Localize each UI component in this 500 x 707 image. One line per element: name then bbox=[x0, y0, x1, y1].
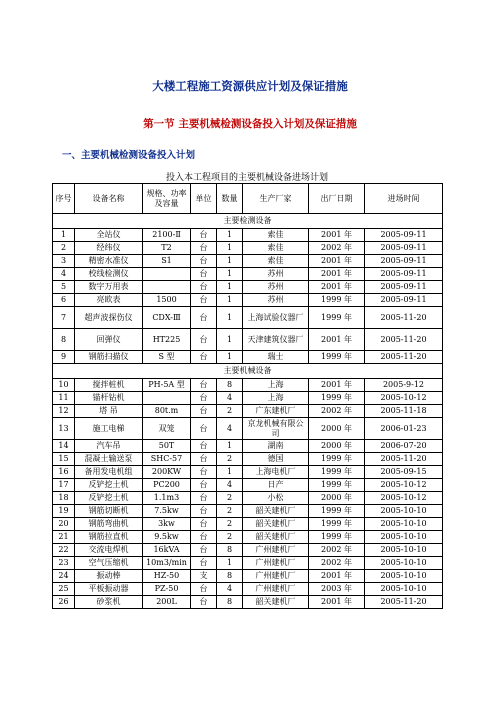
table-cell: 1999 年 bbox=[309, 453, 365, 466]
table-cell: 26 bbox=[53, 596, 75, 609]
header-cell: 单位 bbox=[191, 184, 217, 214]
table-cell: 2001 年 bbox=[309, 379, 365, 392]
table-cell: 1500 bbox=[143, 294, 191, 307]
table-row bbox=[53, 255, 443, 268]
table-cell: 台 bbox=[191, 379, 217, 392]
table-cell: 混凝土输送泵 bbox=[75, 453, 143, 466]
table-cell: 2005-09-11 bbox=[365, 281, 443, 294]
table-cell: 9.5kw bbox=[143, 531, 191, 544]
table-cell: 索佳 bbox=[243, 229, 309, 242]
table-cell bbox=[143, 392, 191, 405]
table-cell: 回弹仪 bbox=[75, 329, 143, 351]
table-cell: 索佳 bbox=[243, 255, 309, 268]
table-cell: 台 bbox=[191, 466, 217, 479]
table-cell: 上海试验仪器厂 bbox=[243, 307, 309, 329]
header-cell: 生产厂家 bbox=[243, 184, 309, 214]
table-cell: 22 bbox=[53, 544, 75, 557]
table-cell: 日产 bbox=[243, 479, 309, 492]
table-cell: 2100-Ⅱ bbox=[143, 229, 191, 242]
table-cell: 苏州 bbox=[243, 268, 309, 281]
table-cell: 2002 年 bbox=[309, 557, 365, 570]
table-cell: S 型 bbox=[143, 351, 191, 364]
table-cell: 2000 年 bbox=[309, 492, 365, 505]
table-cell: 广东建机厂 bbox=[243, 405, 309, 418]
table-cell: 台 bbox=[191, 294, 217, 307]
table-cell: 2005-10-12 bbox=[365, 492, 443, 505]
table-row bbox=[53, 329, 443, 351]
table-cell: 支 bbox=[191, 570, 217, 583]
table-cell: 空气压缩机 bbox=[75, 557, 143, 570]
table-cell: 台 bbox=[191, 268, 217, 281]
table-cell: 2 bbox=[217, 531, 243, 544]
table-cell: 1 bbox=[217, 242, 243, 255]
table-cell: HT225 bbox=[143, 329, 191, 351]
table-cell: 2001 年 bbox=[309, 596, 365, 609]
table-cell: 2 bbox=[217, 505, 243, 518]
table-cell: 反铲挖土机 bbox=[75, 492, 143, 505]
header-cell: 进场时间 bbox=[365, 184, 443, 214]
table-row bbox=[53, 570, 443, 583]
table-cell: 1999 年 bbox=[309, 466, 365, 479]
table-row bbox=[53, 281, 443, 294]
table-cell: 1 bbox=[217, 466, 243, 479]
table-cell: 台 bbox=[191, 557, 217, 570]
table-cell: 钢筋拉直机 bbox=[75, 531, 143, 544]
table-cell: 台 bbox=[191, 505, 217, 518]
table-cell: 台 bbox=[191, 229, 217, 242]
table-cell: 4 bbox=[217, 583, 243, 596]
table-cell: 19 bbox=[53, 505, 75, 518]
table-cell: 2003 年 bbox=[309, 583, 365, 596]
table-cell: 1999 年 bbox=[309, 294, 365, 307]
table-cell: 8 bbox=[217, 544, 243, 557]
table-cell: 2005-11-20 bbox=[365, 307, 443, 329]
table-cell: 11 bbox=[53, 392, 75, 405]
table-row bbox=[53, 453, 443, 466]
header-cell: 数量 bbox=[217, 184, 243, 214]
table-cell: 2005-09-11 bbox=[365, 294, 443, 307]
table-cell: 1999 年 bbox=[309, 479, 365, 492]
table-cell: 17 bbox=[53, 479, 75, 492]
table-row bbox=[53, 379, 443, 392]
table-cell: 汽车吊 bbox=[75, 440, 143, 453]
equipment-table bbox=[52, 183, 443, 609]
table-cell: 台 bbox=[191, 418, 217, 440]
table-cell: 1999 年 bbox=[309, 351, 365, 364]
table-cell: 1 bbox=[217, 557, 243, 570]
table-cell: 台 bbox=[191, 440, 217, 453]
table-cell: 5 bbox=[53, 281, 75, 294]
table-cell: 2005-10-10 bbox=[365, 557, 443, 570]
table-cell: 台 bbox=[191, 405, 217, 418]
header-cell: 出厂日期 bbox=[309, 184, 365, 214]
table-cell bbox=[143, 281, 191, 294]
table-cell: 台 bbox=[191, 242, 217, 255]
table-cell: 上海电机厂 bbox=[243, 466, 309, 479]
table-cell: 2 bbox=[217, 518, 243, 531]
table-row bbox=[53, 351, 443, 364]
table-cell: 200L bbox=[143, 596, 191, 609]
table-cell: 80t.m bbox=[143, 405, 191, 418]
table-row bbox=[53, 505, 443, 518]
table-cell: 台 bbox=[191, 583, 217, 596]
table-cell: 2006-07-20 bbox=[365, 440, 443, 453]
table-cell: 韶关建机厂 bbox=[243, 596, 309, 609]
table-cell: 2001 年 bbox=[309, 255, 365, 268]
table-cell: 1 bbox=[217, 329, 243, 351]
table-cell: 2 bbox=[217, 405, 243, 418]
document-title: 大楼工程施工资源供应计划及保证措施 bbox=[152, 79, 348, 93]
table-cell: 钢筋扫描仪 bbox=[75, 351, 143, 364]
table-cell: 1999 年 bbox=[309, 307, 365, 329]
table-cell: 14 bbox=[53, 440, 75, 453]
table-cell: 8 bbox=[217, 570, 243, 583]
table-cell: 台 bbox=[191, 281, 217, 294]
table-cell: 20 bbox=[53, 518, 75, 531]
table-row bbox=[53, 479, 443, 492]
table-cell: 广州建机厂 bbox=[243, 544, 309, 557]
table-cell: 1999 年 bbox=[309, 518, 365, 531]
table-row bbox=[53, 440, 443, 453]
table-cell: 12 bbox=[53, 405, 75, 418]
table-cell: 台 bbox=[191, 329, 217, 351]
table-cell: 2005-10-10 bbox=[365, 544, 443, 557]
table-cell: 10 bbox=[53, 379, 75, 392]
table-cell: 2005-9-12 bbox=[365, 379, 443, 392]
table-cell: 1 bbox=[217, 229, 243, 242]
table-cell: 2002 年 bbox=[309, 544, 365, 557]
category-label: 主要检测设备 bbox=[53, 214, 443, 229]
table-cell: 2005-09-11 bbox=[365, 255, 443, 268]
table-cell: 2005-09-11 bbox=[365, 229, 443, 242]
table-row bbox=[53, 544, 443, 557]
table-cell: 振动棒 bbox=[75, 570, 143, 583]
table-cell: 8 bbox=[53, 329, 75, 351]
table-cell: 双笼 bbox=[143, 418, 191, 440]
table-cell: 苏州 bbox=[243, 294, 309, 307]
table-cell: 天津建筑仪器厂 bbox=[243, 329, 309, 351]
table-cell: 台 bbox=[191, 518, 217, 531]
table-row bbox=[53, 557, 443, 570]
table-cell: 施工电梯 bbox=[75, 418, 143, 440]
table-cell: 台 bbox=[191, 596, 217, 609]
table-cell: 2002 年 bbox=[309, 242, 365, 255]
table-cell: 1999 年 bbox=[309, 505, 365, 518]
table-row bbox=[53, 492, 443, 505]
category-row bbox=[53, 364, 443, 379]
table-cell: 200KW bbox=[143, 466, 191, 479]
table-cell: 台 bbox=[191, 351, 217, 364]
table-cell: HZ-50 bbox=[143, 570, 191, 583]
table-cell: PZ-50 bbox=[143, 583, 191, 596]
table-cell: 索佳 bbox=[243, 242, 309, 255]
table-cell: 2002 年 bbox=[309, 405, 365, 418]
table-cell: 21 bbox=[53, 531, 75, 544]
table-cell: 韶关建机厂 bbox=[243, 531, 309, 544]
table-cell: 4 bbox=[217, 392, 243, 405]
table-cell: 京龙机械有限公司 bbox=[243, 418, 309, 440]
table-cell: 锚杆钻机 bbox=[75, 392, 143, 405]
table-cell: 广州建机厂 bbox=[243, 557, 309, 570]
table-cell: 23 bbox=[53, 557, 75, 570]
table-cell: 3 bbox=[53, 255, 75, 268]
table-cell: 1 bbox=[53, 229, 75, 242]
table-row bbox=[53, 405, 443, 418]
table-row bbox=[53, 418, 443, 440]
table-cell: 亮欧表 bbox=[75, 294, 143, 307]
table-cell: 台 bbox=[191, 531, 217, 544]
table-cell: 2005-09-11 bbox=[365, 242, 443, 255]
table-cell: 搅拌桩机 bbox=[75, 379, 143, 392]
table-cell: 广州建机厂 bbox=[243, 583, 309, 596]
table-cell: 台 bbox=[191, 492, 217, 505]
table-row bbox=[53, 531, 443, 544]
table-cell: 超声波探伤仪 bbox=[75, 307, 143, 329]
table-row bbox=[53, 596, 443, 609]
table-cell: 1999 年 bbox=[309, 531, 365, 544]
table-cell: 2005-09-15 bbox=[365, 466, 443, 479]
table-cell: 上海 bbox=[243, 392, 309, 405]
table-cell: 15 bbox=[53, 453, 75, 466]
table-cell: 台 bbox=[191, 392, 217, 405]
table-cell: 塔 吊 bbox=[75, 405, 143, 418]
table-cell: PH-5A 型 bbox=[143, 379, 191, 392]
table-cell: 4 bbox=[217, 479, 243, 492]
table-cell: T2 bbox=[143, 242, 191, 255]
table-cell: 上海 bbox=[243, 379, 309, 392]
table-cell: 2001 年 bbox=[309, 570, 365, 583]
table-row bbox=[53, 307, 443, 329]
table-cell: 砂浆机 bbox=[75, 596, 143, 609]
table-cell: 台 bbox=[191, 453, 217, 466]
table-row bbox=[53, 229, 443, 242]
table-cell: S1 bbox=[143, 255, 191, 268]
category-label: 主要机械设备 bbox=[53, 364, 443, 379]
table-header-row bbox=[53, 184, 443, 214]
table-cell: 2005-10-10 bbox=[365, 531, 443, 544]
table-cell: 苏州 bbox=[243, 281, 309, 294]
table-cell: 2 bbox=[217, 492, 243, 505]
table-cell: 校线检测仪 bbox=[75, 268, 143, 281]
table-cell: 10m3/min bbox=[143, 557, 191, 570]
table-row bbox=[53, 518, 443, 531]
header-cell: 设备名称 bbox=[75, 184, 143, 214]
table-cell: 湖南 bbox=[243, 440, 309, 453]
table-cell: 2005-11-20 bbox=[365, 329, 443, 351]
header-cell: 序号 bbox=[53, 184, 75, 214]
table-cell: 2005-10-10 bbox=[365, 570, 443, 583]
table-cell: SHC-57 bbox=[143, 453, 191, 466]
table-cell: 2005-11-20 bbox=[365, 351, 443, 364]
table-cell: 钢筋切断机 bbox=[75, 505, 143, 518]
table-cell: 钢筋弯曲机 bbox=[75, 518, 143, 531]
table-cell: 瑞士 bbox=[243, 351, 309, 364]
table-row bbox=[53, 466, 443, 479]
table-cell: 9 bbox=[53, 351, 75, 364]
table-cell bbox=[143, 268, 191, 281]
table-row bbox=[53, 392, 443, 405]
table-cell: 台 bbox=[191, 544, 217, 557]
table-cell: 台 bbox=[191, 307, 217, 329]
table-cell: 2001 年 bbox=[309, 281, 365, 294]
table-cell: 2005-10-12 bbox=[365, 479, 443, 492]
table-cell: 3kw bbox=[143, 518, 191, 531]
table-cell: 韶关建机厂 bbox=[243, 518, 309, 531]
table-cell: 1 bbox=[217, 268, 243, 281]
table-cell: 18 bbox=[53, 492, 75, 505]
table-cell: 台 bbox=[191, 255, 217, 268]
table-cell: 2005-09-11 bbox=[365, 268, 443, 281]
table-cell: 2001 年 bbox=[309, 329, 365, 351]
table-cell: 数字万用表 bbox=[75, 281, 143, 294]
table-row bbox=[53, 242, 443, 255]
table-cell: 2005-11-20 bbox=[365, 596, 443, 609]
table-cell: 6 bbox=[53, 294, 75, 307]
table-cell: 1 bbox=[217, 281, 243, 294]
category-row bbox=[53, 214, 443, 229]
table-cell: 2005-10-10 bbox=[365, 505, 443, 518]
table-cell: 8 bbox=[217, 596, 243, 609]
table-cell: 广州建机厂 bbox=[243, 570, 309, 583]
table-cell: 13 bbox=[53, 418, 75, 440]
table-cell: 全站仪 bbox=[75, 229, 143, 242]
table-cell: 7 bbox=[53, 307, 75, 329]
table-row bbox=[53, 294, 443, 307]
table-cell: 2001 年 bbox=[309, 229, 365, 242]
table-cell: 4 bbox=[53, 268, 75, 281]
table-cell: 反铲挖土机 bbox=[75, 479, 143, 492]
table-cell: 2 bbox=[53, 242, 75, 255]
table-cell: 2006-01-23 bbox=[365, 418, 443, 440]
table-cell: 1 bbox=[217, 351, 243, 364]
table-cell: 2000 年 bbox=[309, 440, 365, 453]
table-cell: 24 bbox=[53, 570, 75, 583]
table-cell: 1.1m3 bbox=[143, 492, 191, 505]
table-cell: 精密水准仪 bbox=[75, 255, 143, 268]
header-cell: 规格、功率及容量 bbox=[143, 184, 191, 214]
table-cell: 4 bbox=[217, 418, 243, 440]
table-cell: 2 bbox=[217, 453, 243, 466]
table-cell: 1 bbox=[217, 307, 243, 329]
table-cell: 2005-11-18 bbox=[365, 405, 443, 418]
table-cell: 2001 年 bbox=[309, 268, 365, 281]
table-cell: 1 bbox=[217, 255, 243, 268]
table-cell: 平板振动器 bbox=[75, 583, 143, 596]
table-cell: 7.5kw bbox=[143, 505, 191, 518]
table-cell: 8 bbox=[217, 379, 243, 392]
table-cell: 台 bbox=[191, 479, 217, 492]
table-cell: 2005-10-12 bbox=[365, 392, 443, 405]
table-row bbox=[53, 268, 443, 281]
section-heading: 第一节 主要机械检测设备投入计划及保证措施 bbox=[143, 118, 357, 130]
table-cell: 2000 年 bbox=[309, 418, 365, 440]
table-cell: 经纬仪 bbox=[75, 242, 143, 255]
table-body bbox=[53, 214, 443, 609]
table-cell: 1 bbox=[217, 440, 243, 453]
table-caption: 投入本工程项目的主要机械设备进场计划 bbox=[165, 173, 328, 183]
table-cell: PC200 bbox=[143, 479, 191, 492]
table-cell: 16kVA bbox=[143, 544, 191, 557]
table-row bbox=[53, 583, 443, 596]
table-cell: 2005-10-10 bbox=[365, 583, 443, 596]
table-cell: 韶关建机厂 bbox=[243, 505, 309, 518]
table-cell: 交流电焊机 bbox=[75, 544, 143, 557]
table-cell: 1 bbox=[217, 294, 243, 307]
table-cell: CDX-Ⅲ bbox=[143, 307, 191, 329]
table-cell: 50T bbox=[143, 440, 191, 453]
table-cell: 德国 bbox=[243, 453, 309, 466]
table-cell: 1999 年 bbox=[309, 392, 365, 405]
table-cell: 备用发电机组 bbox=[75, 466, 143, 479]
table-cell: 2005-10-10 bbox=[365, 518, 443, 531]
subsection-heading: 一、主要机械检测设备投入计划 bbox=[62, 150, 196, 161]
table-cell: 小松 bbox=[243, 492, 309, 505]
table-cell: 16 bbox=[53, 466, 75, 479]
table-cell: 25 bbox=[53, 583, 75, 596]
table-cell: 2005-11-20 bbox=[365, 453, 443, 466]
